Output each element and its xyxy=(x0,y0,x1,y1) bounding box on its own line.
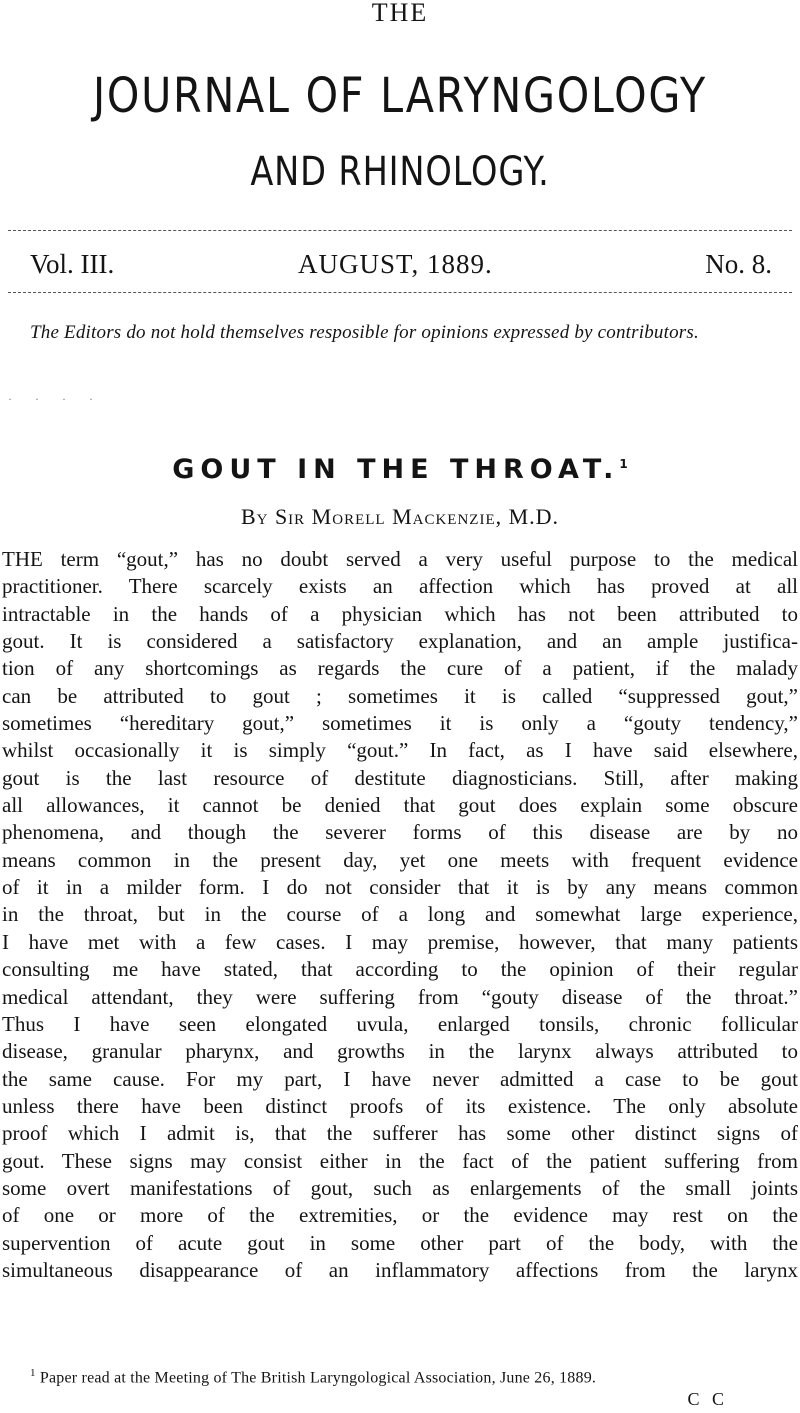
body-line: of it in a milder form. I do not consider that it is by any means common xyxy=(2,875,798,900)
body-line: tion of any shortcomings as regards the cure of a patient, if the malady xyxy=(2,656,798,681)
footnote-marker: 1 xyxy=(30,1367,36,1379)
bottom-divider xyxy=(8,292,792,293)
body-line: disease, granular pharynx, and growths in the larynx always attributed to xyxy=(2,1039,798,1064)
body-line: gout. These signs may consist either in the fact of the patient suffering from xyxy=(2,1148,798,1173)
body-line: all allowances, it cannot be denied that gout does explain some obscure xyxy=(2,793,798,818)
body-line: can be attributed to gout ; sometimes it is called “suppressed gout,” xyxy=(2,683,798,708)
body-line: some overt manifestations of gout, such as enlargements of the small joints xyxy=(2,1175,798,1200)
masthead-the: THE xyxy=(371,0,429,27)
article-title xyxy=(0,444,800,490)
body-line: phenomena, and though the severer forms of this disease are by no xyxy=(2,820,798,845)
body-line: the same cause. For my part, I have never admitted a case to be gout xyxy=(2,1066,798,1091)
journal-title: JOURNAL OF LARYNGOLOGY xyxy=(93,68,707,124)
volume-label: Vol. III. xyxy=(30,249,115,279)
body-line: practitioner. There scarcely exists an affection which has proved at all xyxy=(2,574,798,599)
body-line: unless there have been distinct proofs of its existence. The only absolute xyxy=(2,1093,798,1118)
body-line: of one or more of the extremities, or the evidence may rest on the xyxy=(2,1203,798,1228)
body-line: gout is the last resource of destitute diagnosticians. Still, after making xyxy=(2,765,798,790)
article-body xyxy=(2,546,798,1284)
body-line: gout. It is considered a satisfactory explanation, and an ample justifica- xyxy=(2,629,798,654)
body-line: in the throat, but in the course of a long and somewhat large experience, xyxy=(2,902,798,927)
body-line: sometimes “hereditary gout,” sometimes it is only a “gouty tendency,” xyxy=(2,711,798,736)
article-title-text: GOUT IN THE THROAT. xyxy=(172,454,620,485)
article-footnote-marker: 1 xyxy=(619,457,628,471)
editors-disclaimer: The Editors do not hold themselves resposible for opinions expressed by contributors. xyxy=(30,322,699,343)
body-line: proof which I admit is, that the sufferer has some other distinct signs of xyxy=(2,1121,798,1146)
body-line: medical attendant, they were suffering from “gouty disease of the throat.” xyxy=(2,984,798,1009)
body-line: Thus I have seen elongated uvula, enlarged tonsils, chronic follicular xyxy=(2,1011,798,1036)
issue-date: AUGUST, 1889. xyxy=(298,249,493,279)
signature-mark: C C xyxy=(687,1389,728,1409)
issue-number: No. 8. xyxy=(705,249,772,279)
decorative-dots: · · · · xyxy=(8,392,103,406)
journal-subtitle: AND RHINOLOGY. xyxy=(250,149,550,195)
body-line: supervention of acute gout in some other part of the body, with the xyxy=(2,1230,798,1255)
body-line: consulting me have stated, that according to the opinion of their regular xyxy=(2,957,798,982)
body-line: THE term “gout,” has no doubt served a very useful purpose to the medical xyxy=(2,547,798,571)
body-line: I have met with a few cases. I may premise, however, that many patients xyxy=(2,929,798,954)
body-line: simultaneous disappearance of an inflammatory affections from the larynx xyxy=(2,1257,798,1282)
body-line: means common in the present day, yet one meets with frequent evidence xyxy=(2,847,798,872)
article-byline: By Sir Morell Mackenzie, M.D. xyxy=(240,504,560,529)
footnote-text: Paper read at the Meeting of The British Laryngological Association, June 26, 1889. xyxy=(39,1369,597,1387)
body-line: intractable in the hands of a physician which has not been attributed to xyxy=(2,601,798,626)
top-divider xyxy=(8,230,792,231)
body-line: whilst occasionally it is simply “gout.” In fact, as I have said elsewhere, xyxy=(2,738,798,763)
footnote xyxy=(30,1362,772,1389)
issue-line xyxy=(30,244,772,284)
